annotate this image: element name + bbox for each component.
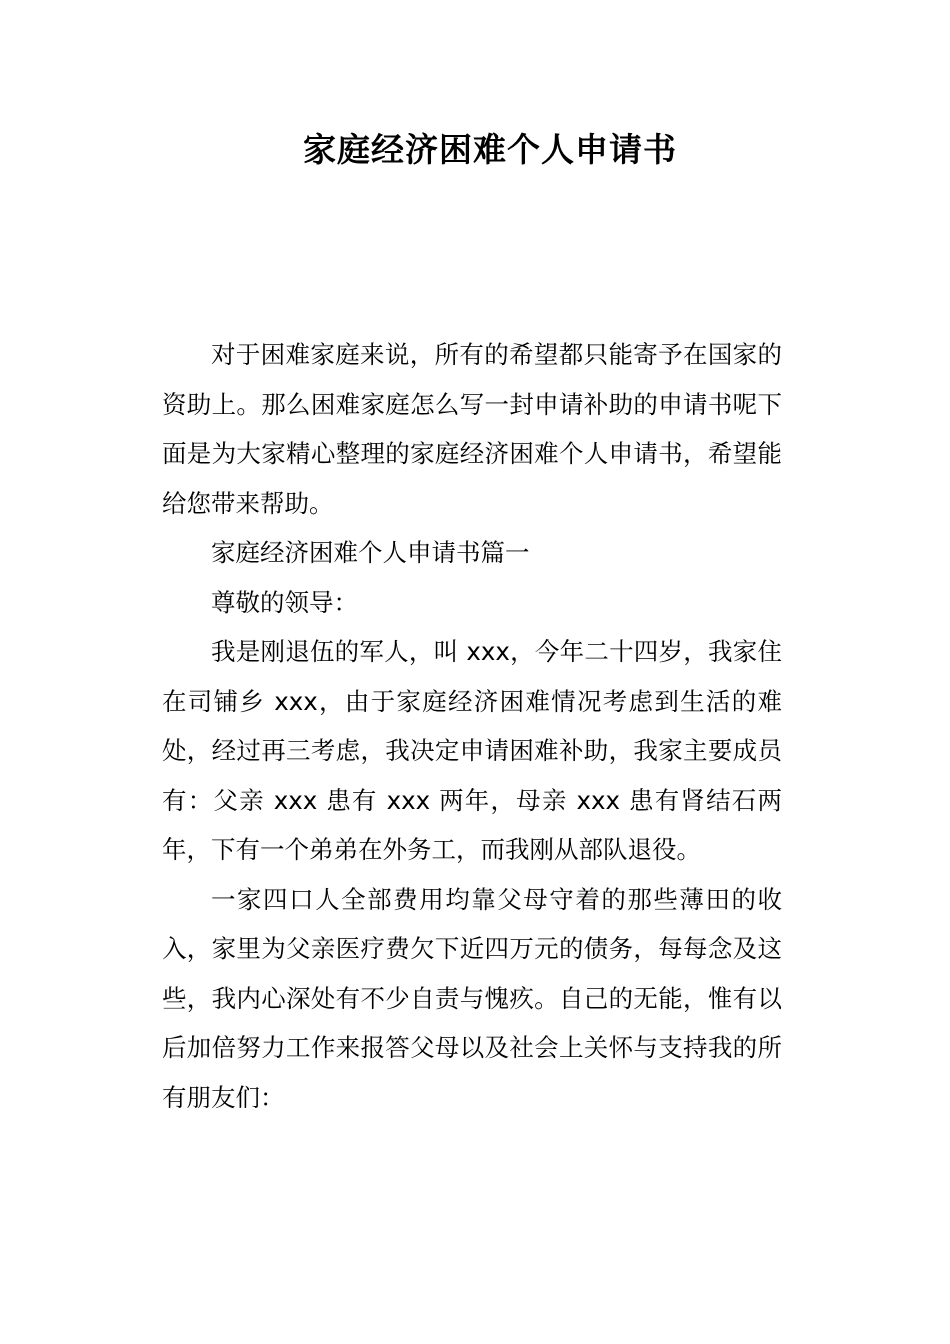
body-paragraph: 我是刚退伍的军人，叫 xxx，今年二十四岁，我家住在司铺乡 xxx，由于家庭经济困难情况考虑到生活的难处，经过再三考虑，我决定申请困难补助，我家主要成员有：父亲 xxx 患有 xxx 两年，母亲 xxx 患有肾结石两年，下有一个弟弟在外务工，而我刚从部队退役。 — [162, 637, 782, 864]
document-title: 家庭经济困难个人申请书 — [303, 130, 677, 169]
intro-paragraph: 对于困难家庭来说，所有的希望都只能寄予在国家的资助上。那么困难家庭怎么写一封申请补助的申请书呢下面是为大家精心整理的家庭经济困难个人申请书，希望能给您带来帮助。 — [162, 340, 782, 518]
section-heading: 家庭经济困难个人申请书篇一 — [211, 538, 530, 567]
body-paragraph: 一家四口人全部费用均靠父母守着的那些薄田的收入，家里为父亲医疗费欠下近四万元的债务，每每念及这些，我内心深处有不少自责与愧疚。自己的无能，惟有以后加倍努力工作来报答父母以及社会上关怀与支持我的所有朋友们： — [162, 884, 782, 1112]
salutation: 尊敬的领导： — [211, 587, 358, 617]
document-body — [162, 330, 782, 1122]
